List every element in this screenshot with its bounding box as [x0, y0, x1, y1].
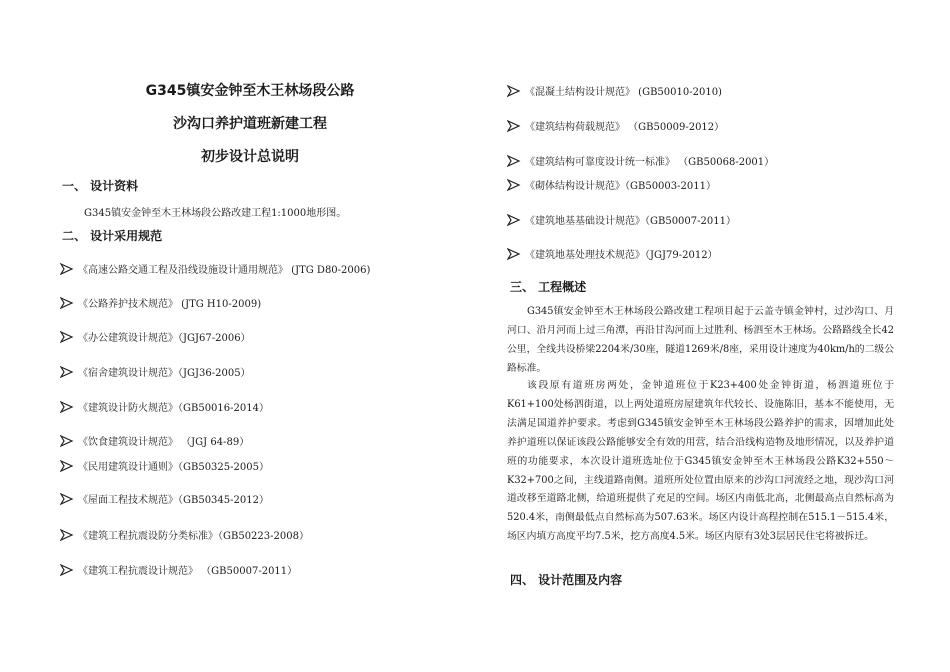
standard-text: 《公路养护技术规范》 (JTG H10-2009): [78, 299, 262, 310]
section-1-text: G345镇安金钟至木王林场段公路改建工程1:1000地形图。: [84, 208, 347, 219]
standard-text: 《高速公路交通工程及沿线设施设计通用规范》 (JTG D80-2006): [78, 265, 371, 276]
section-2-heading: 二、 设计采用规范: [62, 229, 163, 243]
standard-item: [507, 118, 724, 133]
arrow-bullet-icon: [60, 331, 74, 343]
project-overview-paragraph-1: G345镇安金钟至木王林场段公路改建工程项目起于云盖寺镇金钟村，过沙沟口、月河口、沿月河而上过三角潭，再沿甘沟河而上过胜利、杨泗至木王林场。公路路线全长42公里，全线共设桥梁2204米/30座，隧道1269米/8座，采用设计速度为40km/h的二级公路标准。: [507, 306, 894, 374]
standard-text: 《办公建筑设计规范》（JGJ67-2006）: [78, 333, 251, 344]
title-line-3: 初步设计总说明: [201, 149, 299, 165]
arrow-bullet-icon: [507, 248, 521, 260]
project-overview-paragraph-2: 该段原有道班房两处，金钟道班位于K23+400处金钟街道，杨泗道班位于K61+100处杨泗街道，以上两处道班房屋建筑年代较长、设施陈旧，基本不能使用，无法满足国道养护要求。考虑到G345镇安金钟至木王林场段公路养护的需求，因增加此处养护道班以保证该段公路能够安全有效的用营，结合沿线构造物及地形情况，以及养护道班的功能要求，本次设计道班选址位于G345镇安金钟至木王林场段公路K32+550～K32+700之间，主线道路南侧。道班所处位置由原来的沙沟口河流经之地，现沙沟口河道改移至道路北侧，给道班提供了充足的空间。场区内南低北高，北侧最高点自然标高为520.4米，南侧最低点自然标高为507.63米。场区内设计高程控制在515.1－515.4米，场区内填方高度平均7.5米，挖方高度4.5米。场区内原有3处3层居民住宅将被拆迁。: [507, 380, 894, 543]
standard-item: [60, 295, 261, 310]
arrow-bullet-icon: [60, 529, 74, 541]
standard-item: [60, 562, 297, 577]
standard-item: [60, 433, 249, 448]
arrow-bullet-icon: [60, 564, 74, 576]
title-line-1: G345镇安金钟至木王林场段公路: [145, 83, 355, 99]
arrow-bullet-icon: [507, 214, 521, 226]
standard-text: 《建筑地基基础设计规范》（GB50007-2011）: [525, 216, 736, 227]
standard-item: [60, 527, 309, 542]
standard-item: [507, 83, 722, 98]
arrow-bullet-icon: [60, 366, 74, 378]
standard-text: 《建筑结构荷载规范》 （GB50009-2012）: [525, 122, 725, 133]
arrow-bullet-icon: [60, 460, 74, 472]
standard-item: [60, 458, 269, 473]
standard-item: [60, 329, 251, 344]
arrow-bullet-icon: [60, 401, 74, 413]
standard-text: 《砌体结构设计规范》（GB50003-2011）: [525, 181, 716, 192]
standard-item: [507, 212, 736, 227]
standard-item: [507, 153, 774, 168]
arrow-bullet-icon: [507, 155, 521, 167]
standard-text: 《建筑工程抗震设计规范》 （GB50007-2011）: [78, 566, 298, 577]
section-3-heading: 三、 工程概述: [510, 280, 587, 294]
standard-text: 《宿舍建筑设计规范》（JGJ36-2005）: [78, 368, 251, 379]
standard-text: 《建筑地基处理技术规范》（JGJ79-2012）: [525, 250, 718, 261]
standard-text: 《民用建筑设计通则》（GB50325-2005）: [78, 462, 269, 473]
standard-item: [60, 261, 370, 276]
arrow-bullet-icon: [507, 120, 521, 132]
section-4-heading: 四、 设计范围及内容: [510, 573, 623, 587]
standard-text: 《饮食建筑设计规范》 （JGJ 64-89）: [78, 437, 250, 448]
arrow-bullet-icon: [507, 85, 521, 97]
section-1-heading: 一、 设计资料: [62, 179, 139, 193]
arrow-bullet-icon: [60, 263, 74, 275]
title-line-2: 沙沟口养护道班新建工程: [173, 116, 327, 132]
standard-item: [507, 246, 718, 261]
standard-item: [60, 491, 269, 506]
standard-text: 《建筑设计防火规范》（GB50016-2014）: [78, 403, 269, 414]
standard-item: [60, 399, 269, 414]
standard-text: 《屋面工程技术规范》（GB50345-2012）: [78, 495, 269, 506]
arrow-bullet-icon: [60, 297, 74, 309]
standard-item: [60, 364, 251, 379]
standard-text: 《建筑工程抗震设防分类标准》（GB50223-2008）: [78, 531, 309, 542]
arrow-bullet-icon: [507, 179, 521, 191]
standard-item: [507, 177, 716, 192]
arrow-bullet-icon: [60, 435, 74, 447]
arrow-bullet-icon: [60, 493, 74, 505]
standard-text: 《建筑结构可靠度设计统一标准》 （GB50068-2001）: [525, 157, 775, 168]
standard-text: 《混凝土结构设计规范》 (GB50010-2010): [525, 87, 722, 98]
